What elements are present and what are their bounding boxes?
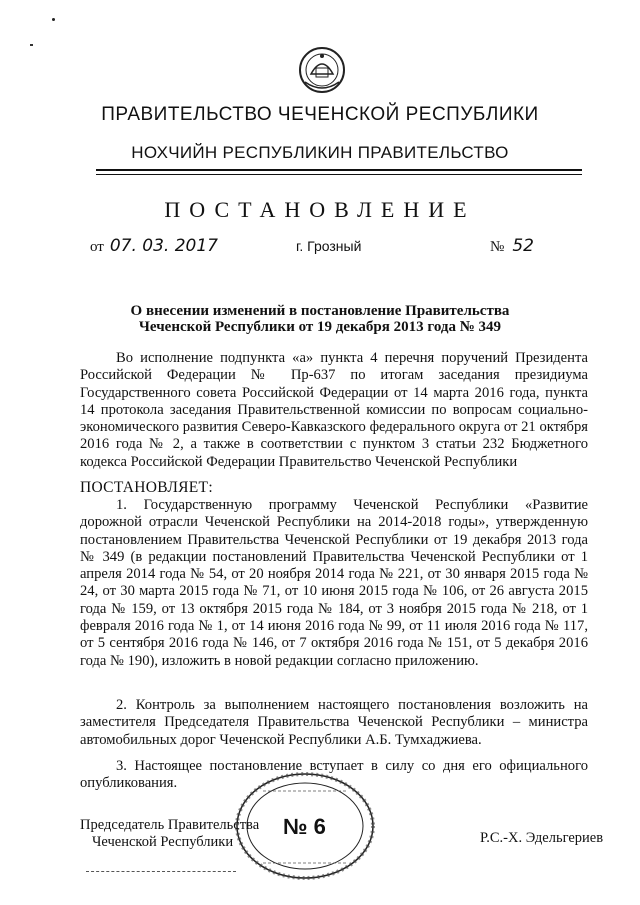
government-subtitle: НОХЧИЙН РЕСПУБЛИКИН ПРАВИТЕЛЬСТВО <box>131 143 509 162</box>
resolution-item-1: 1. Государственную программу Чеченской Республики «Развитие дорожной отрасли Чеченской Республики на 2014-2018 годы», утвержденную постановлением Правительства Чеченской Республики от 19 декабря 2013 года № 349 (в редакции постановлений Правительства Чеченской Республики от 1 апреля 2014 года № 54, от 20 ноября 2014 года № 221, от 30 января 2015 года № 24, от 30 марта 2015 года № 71, от 10 июня 2015 года № 106, от 26 августа 2015 года № 159, от 13 октября 2015 года № 184, от 3 ноября 2015 года № 218, от 1 февраля 2016 года № 1, от 14 июня 2016 года № 99, от 11 июля 2016 года № 117, от 5 сентября 2016 года № 146, от 7 октября 2016 года № 151, от 5 декабря 2016 года № 190), изложить в новой редакции согласно приложению. <box>80 497 588 669</box>
subject-line: О внесении изменений в постановление Правительства <box>130 303 510 319</box>
signer-name: Р.С.-Х. Эдельгериев <box>480 830 604 846</box>
position-line: Председатель Правительства <box>80 817 260 833</box>
resolves-heading: ПОСТАНОВЛЯЕТ: <box>80 479 213 496</box>
position-line: Чеченской Республики <box>92 834 234 850</box>
number-prefix: № <box>490 239 505 255</box>
document-number: 52 <box>512 236 534 256</box>
header-divider <box>96 169 582 171</box>
document-number-line <box>490 236 534 256</box>
subject-line: Чеченской Республики от 19 декабря 2013 года № 349 <box>138 319 502 335</box>
scan-speck <box>52 18 55 21</box>
preamble-paragraph: Во исполнение подпункта «а» пункта 4 перечня поручений Президента Российской Федерации № Пр-637 по итогам заседания президиума Государственного совета Российской Федерации от 14 марта 2016 года, пункта 14 протокола заседания Правительственной комиссии по вопросам социально-экономического развития Северо-Кавказского федерального округа от 21 октября 2016 года № 2, а также в соответствии с пунктом 3 статьи 232 Бюджетного кодекса Российской Федерации Правительство Чеченской Республики <box>80 350 588 470</box>
document-date: 07. 03. 2017 <box>109 236 219 256</box>
coat-of-arms-emblem <box>297 44 347 96</box>
scan-footer-noise <box>86 871 236 874</box>
date-prefix: от <box>90 239 104 255</box>
document-type: ПОСТАНОВЛЕНИЕ <box>164 197 476 222</box>
document-subject <box>80 303 560 335</box>
resolution-item-2: 2. Контроль за выполнением настоящего постановления возложить на заместителя Председателя Правительства Чеченской Республики – министра автомобильных дорог Чеченской Республики А.Б. Тумхаджиева. <box>80 697 588 748</box>
document-date-line <box>90 236 218 256</box>
document-city: г. Грозный <box>296 238 362 254</box>
resolution-item-3: 3. Настоящее постановление вступает в силу со дня его официального опубликования. <box>80 758 588 792</box>
signatory-position <box>80 817 259 851</box>
stamp-number: № 6 <box>280 814 329 840</box>
scan-speck <box>30 44 33 46</box>
header-divider-thin <box>96 174 582 175</box>
government-title: ПРАВИТЕЛЬСТВО ЧЕЧЕНСКОЙ РЕСПУБЛИКИ <box>101 104 539 125</box>
